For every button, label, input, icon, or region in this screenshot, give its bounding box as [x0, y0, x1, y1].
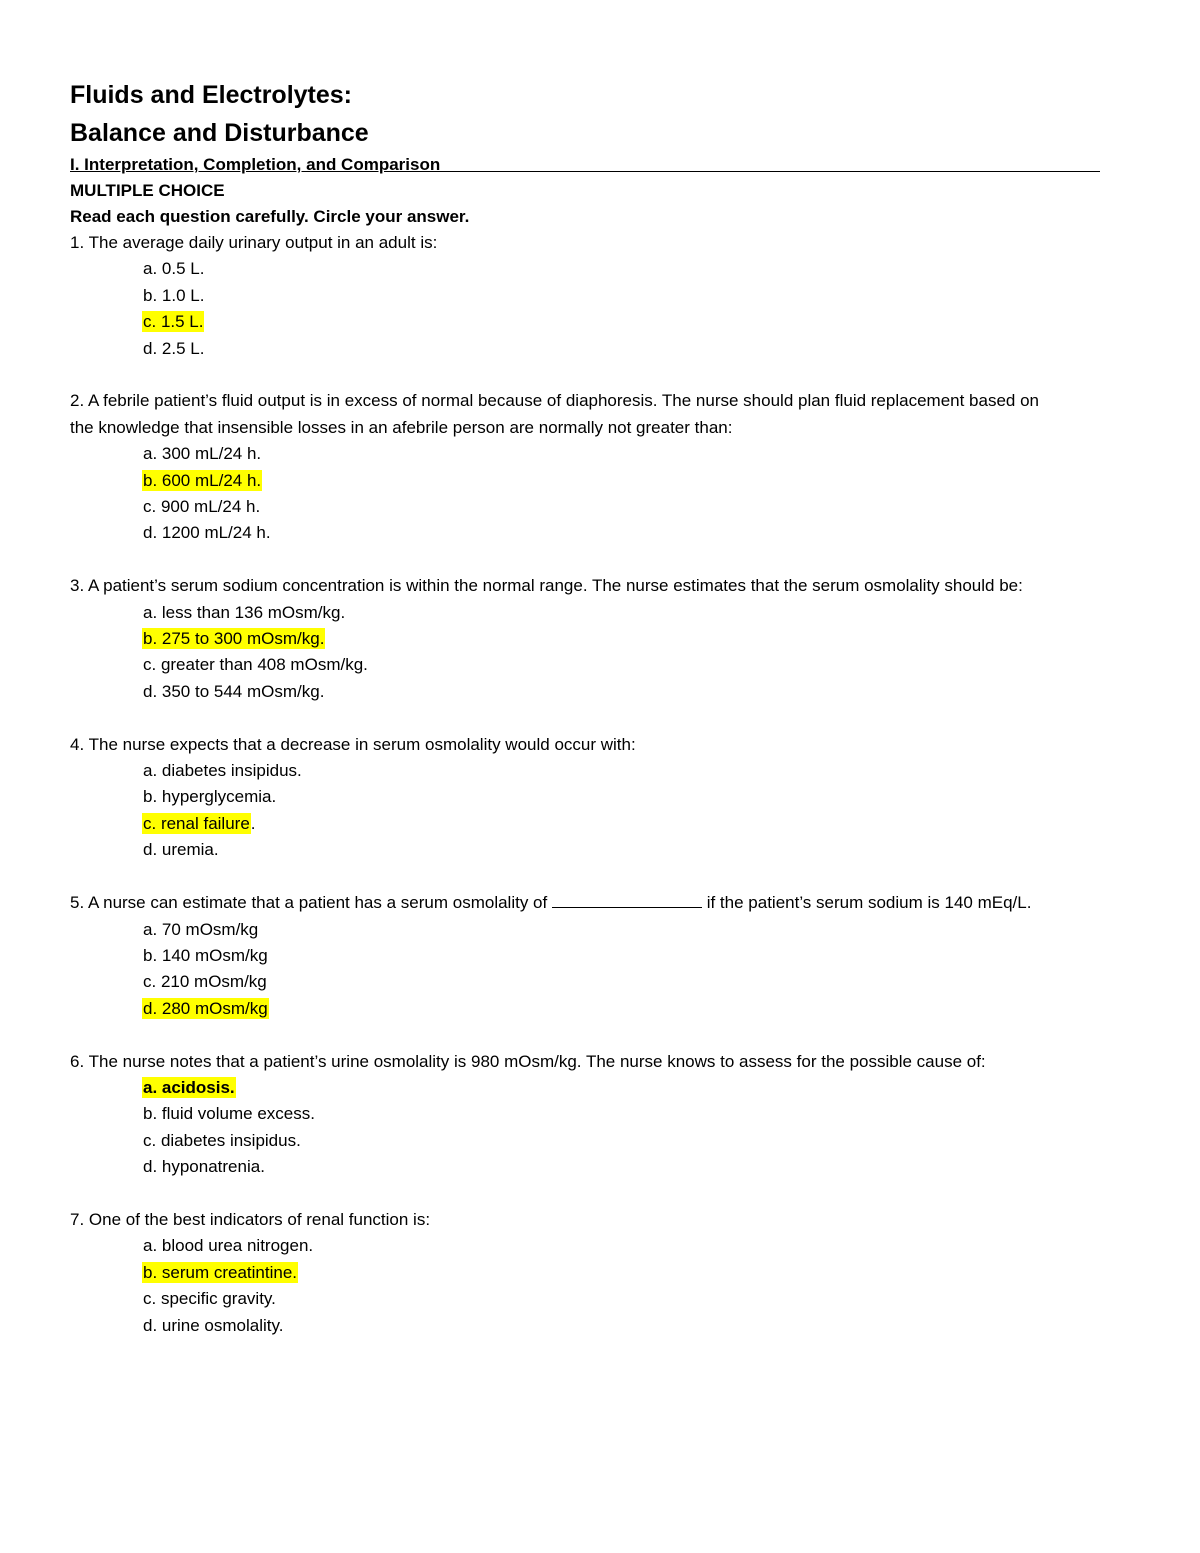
choice-c[interactable]: c. specific gravity. — [143, 1289, 276, 1309]
question-stem: A patient’s serum sodium concentration is within the normal range. The nurse estimates that the serum osmolality should be: — [87, 576, 1023, 596]
choice-c-highlighted-answer[interactable]: c. renal failure. — [143, 813, 256, 833]
question-stem: The nurse expects that a decrease in serum osmolality would occur with: — [88, 734, 636, 754]
question-3 — [70, 573, 1100, 705]
question-stem-before-blank: A nurse can estimate that a patient has a serum osmolality of — [87, 893, 548, 913]
choice-d[interactable]: d. 2.5 L. — [143, 338, 205, 358]
choice-list — [142, 758, 1100, 864]
choice-d[interactable]: d. urine osmolality. — [143, 1315, 284, 1335]
question-2 — [70, 388, 1100, 546]
question-text — [70, 1207, 1050, 1233]
choice-d[interactable]: d. 1200 mL/24 h. — [143, 523, 271, 543]
question-number: 2. — [70, 391, 85, 411]
choice-b[interactable]: b. 140 mOsm/kg — [143, 945, 268, 965]
spacer — [70, 547, 1100, 573]
question-stem: The average daily urinary output in an adult is: — [88, 233, 438, 252]
question-text — [70, 230, 1050, 256]
question-text — [70, 890, 1050, 916]
choice-b-highlighted-answer[interactable]: b. 600 mL/24 h. — [143, 470, 262, 490]
question-stem: A febrile patient’s fluid output is in excess of normal because of diaphoresis. The nurse should plan fluid replacement based on the knowledge that insensible losses in an afebrile person are normally not greater than: — [70, 391, 1039, 437]
document-title-line1: Fluids and Electrolytes: — [70, 81, 353, 109]
choice-a[interactable]: a. diabetes insipidus. — [143, 761, 302, 781]
question-number: 6. — [70, 1051, 85, 1071]
choice-suffix: . — [250, 813, 256, 833]
question-stem-after-blank: if the patient’s serum sodium is 140 mEq/L. — [706, 893, 1032, 913]
instructions: Read each question carefully. Circle your answer. — [70, 207, 470, 226]
choice-c-highlighted-answer[interactable]: c. 1.5 L. — [143, 312, 204, 332]
choice-d[interactable]: d. hyponatrenia. — [143, 1157, 265, 1177]
question-number: 4. — [70, 734, 85, 754]
choice-d[interactable]: d. 350 to 544 mOsm/kg. — [143, 681, 325, 701]
choice-c[interactable]: c. 210 mOsm/kg — [143, 972, 267, 992]
choice-a[interactable]: a. 70 mOsm/kg — [143, 919, 259, 939]
question-stem: The nurse notes that a patient’s urine osmolality is 980 mOsm/kg. The nurse knows to assess for the possible cause of: — [88, 1051, 986, 1071]
choice-b[interactable]: b. hyperglycemia. — [143, 787, 277, 807]
question-4 — [70, 732, 1100, 864]
choice-list — [142, 1075, 1100, 1181]
choice-d[interactable]: d. uremia. — [143, 840, 219, 860]
question-number: 5. — [70, 893, 85, 913]
spacer — [70, 1022, 1100, 1048]
choice-d-highlighted-answer[interactable]: d. 280 mOsm/kg — [143, 998, 268, 1018]
choice-b-highlighted-answer[interactable]: b. 275 to 300 mOsm/kg. — [143, 629, 325, 649]
spacer — [70, 864, 1100, 890]
document-title-line2: Balance and Disturbance — [70, 119, 369, 147]
question-text — [70, 573, 1050, 599]
question-number: 1. — [70, 233, 85, 252]
choice-b[interactable]: b. fluid volume excess. — [143, 1104, 315, 1124]
question-7 — [70, 1207, 1100, 1339]
choice-a[interactable]: a. 0.5 L. — [143, 259, 205, 279]
question-number: 7. — [70, 1209, 85, 1229]
choice-list — [142, 917, 1100, 1023]
choice-b-highlighted-answer[interactable]: b. serum creatintine. — [143, 1262, 298, 1282]
question-text — [70, 1049, 1050, 1075]
question-1 — [70, 230, 1100, 362]
choice-list — [142, 441, 1100, 547]
spacer — [70, 1181, 1100, 1207]
choice-a[interactable]: a. less than 136 mOsm/kg. — [143, 602, 346, 622]
section-heading-label: I. Interpretation, Completion, and Comparison — [70, 155, 441, 174]
choice-c[interactable]: c. 900 mL/24 h. — [143, 497, 261, 517]
choice-list — [142, 1233, 1100, 1339]
choice-b[interactable]: b. 1.0 L. — [143, 285, 205, 305]
section-heading-rule — [440, 171, 1100, 172]
choice-a[interactable]: a. 300 mL/24 h. — [143, 444, 262, 464]
spacer — [70, 705, 1100, 731]
fill-in-blank — [552, 891, 702, 908]
choice-c[interactable]: c. greater than 408 mOsm/kg. — [143, 655, 368, 675]
question-stem: One of the best indicators of renal function is: — [88, 1209, 431, 1229]
spacer — [70, 362, 1100, 388]
question-5 — [70, 890, 1100, 1022]
section-heading — [70, 152, 1100, 178]
question-text — [70, 732, 1050, 758]
subheading: MULTIPLE CHOICE — [70, 181, 225, 200]
document-page — [70, 76, 1100, 1339]
question-6 — [70, 1049, 1100, 1181]
choice-a-highlighted-answer[interactable]: a. acidosis. — [143, 1077, 235, 1097]
choice-list — [142, 256, 1100, 362]
choice-a[interactable]: a. blood urea nitrogen. — [143, 1236, 314, 1256]
question-number: 3. — [70, 576, 85, 596]
choice-c[interactable]: c. diabetes insipidus. — [143, 1130, 301, 1150]
choice-list — [142, 600, 1100, 706]
question-text — [70, 388, 1050, 441]
